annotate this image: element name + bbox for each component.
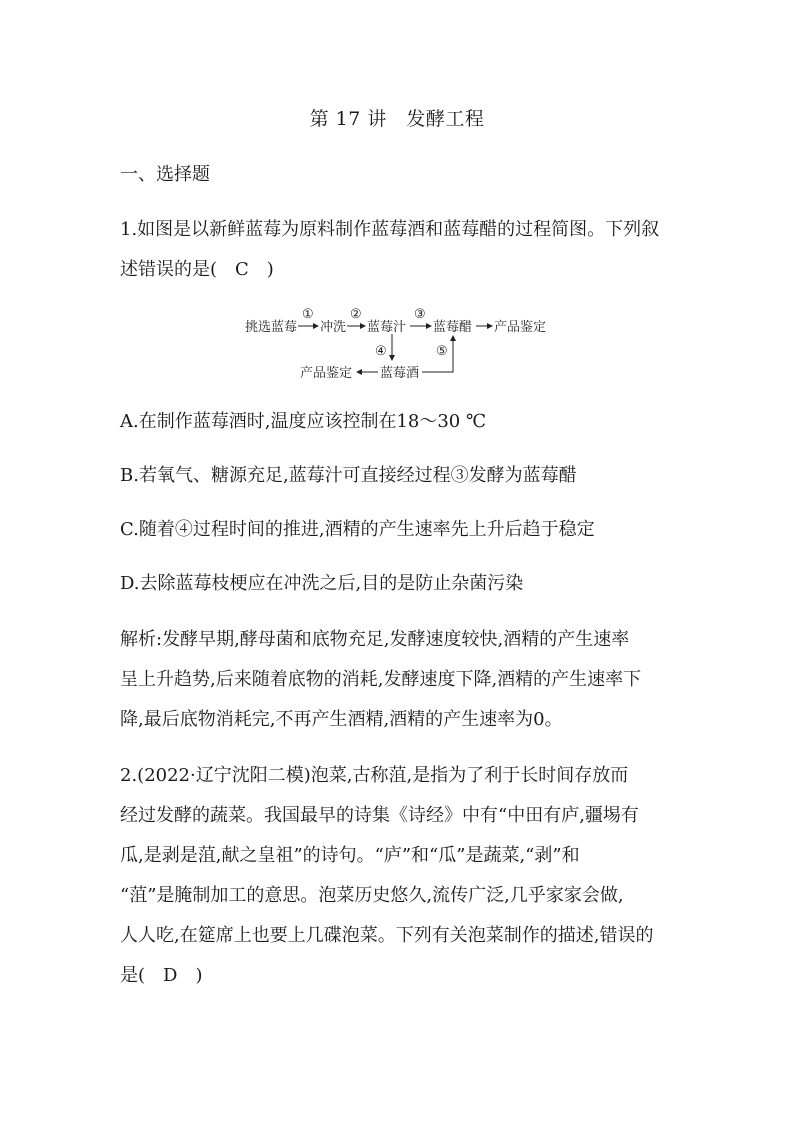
q2-line-1: 2.(2022·辽宁沈阳二模)泡菜,古称菹,是指为了利于长时间存放而: [120, 765, 629, 786]
node-rinse: 冲洗: [320, 320, 347, 335]
q1-option-b: B.若氧气、糖源充足,蓝莓汁可直接经过程③发酵为蓝莓醋: [120, 465, 577, 486]
q1-analysis-line-3: 降,最后底物消耗完,不再产生酒精,酒精的产生速率为0。: [120, 709, 563, 730]
q1-stem-line-1: 1.如图是以新鲜蓝莓为原料制作蓝莓酒和蓝莓醋的过程简图。下列叙: [120, 219, 660, 240]
node-product-eval-top: 产品鉴定: [494, 320, 547, 335]
q2-line-6: 是( D ): [120, 965, 203, 986]
step-2-label: ②: [350, 307, 362, 322]
node-blueberry-juice: 蓝莓汁: [367, 320, 407, 335]
q1-analysis-line-1: 解析:发酵早期,酵母菌和底物充足,发酵速度较快,酒精的产生速率: [120, 629, 630, 650]
q1-option-a: A.在制作蓝莓酒时,温度应该控制在18～30 ℃: [120, 411, 487, 432]
step-1-label: ①: [302, 307, 314, 322]
q1-analysis-line-2: 呈上升趋势,后来随着底物的消耗,发酵速度下降,酒精的产生速率下: [120, 669, 642, 690]
node-select-blueberry: 挑选蓝莓: [245, 320, 298, 335]
q2-line-3: 瓜,是剥是菹,献之皇祖”的诗句。“庐”和“瓜”是蔬菜,“剥”和: [120, 845, 580, 866]
step-5-label: ⑤: [436, 344, 448, 359]
q2-line-5: 人人吃,在筵席上也要上几碟泡菜。下列有关泡菜制作的描述,错误的: [120, 925, 654, 946]
section-heading: 一、选择题: [120, 164, 210, 185]
page-title: 第 17 讲 发酵工程: [309, 108, 485, 130]
step-4-label: ④: [375, 344, 387, 359]
q1-option-d: D.去除蓝莓枝梗应在冲洗之后,目的是防止杂菌污染: [120, 573, 524, 594]
q2-line-4: “菹”是腌制加工的意思。泡菜历史悠久,流传广泛,几乎家家会做,: [120, 885, 624, 906]
node-blueberry-wine: 蓝莓酒: [380, 366, 420, 381]
node-blueberry-vinegar: 蓝莓醋: [433, 320, 473, 335]
q2-line-2: 经过发酵的蔬菜。我国最早的诗集《诗经》中有“中田有庐,疆埸有: [120, 805, 639, 826]
process-diagram: [240, 302, 560, 384]
node-product-eval-bottom: 产品鉴定: [300, 366, 353, 381]
q1-option-c: C.随着④过程时间的推进,酒精的产生速率先上升后趋于稳定: [120, 519, 595, 540]
step-3-label: ③: [414, 307, 426, 322]
q1-stem-line-2: 述错误的是( C ): [120, 259, 274, 280]
